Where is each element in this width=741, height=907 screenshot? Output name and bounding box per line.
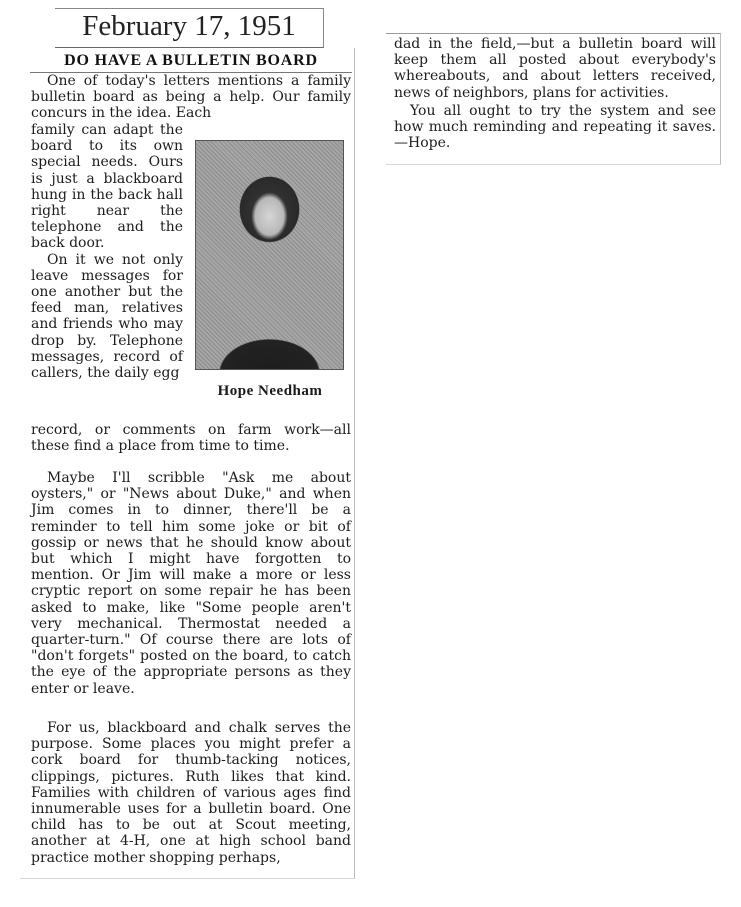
right-column-text (394, 36, 716, 151)
paragraph-3-block (31, 470, 351, 697)
photo-caption: Hope Needham (217, 383, 323, 399)
paragraph-2-tail: record, or comments on farm work—all these find a place from time to time. (31, 422, 351, 455)
wrapped-text-column (31, 122, 183, 381)
paragraph-2-tail-block (31, 422, 351, 454)
author-photo (195, 140, 344, 370)
article-headline: DO HAVE A BULLETIN BOARD (64, 52, 318, 69)
right-paragraph-2: You all ought to try the system and see how much reminding and repeating it saves.—Hope. (394, 102, 716, 152)
paragraph-3: Maybe I'll scribble "Ask me about oysters," or "News about Duke," and when Jim comes in to dinner, there'll be a reminder to tell him some joke or bit of gossip or news that he should know about but which I might have forgotten to mention. Or Jim will make a more or less cryptic report on some repair he has been asked to make, like "Some people aren't very mechanical. Thermostat needed a quarter-turn." Of course there are lots of "don't forgets" posted on the board, to catch the eye of the appropriate persons as they enter or leave. (31, 470, 351, 697)
date-header: February 17, 1951 (55, 8, 324, 48)
paragraph-4-block (31, 720, 351, 866)
paragraph-1-wrap: family can adapt the board to its own special needs. Ours is just a blackboard hung in the back hall right near the telephone and the back door. (31, 122, 183, 252)
lead-paragraph: One of today's letters mentions a family bulletin board as being a help. Our family concurs in the idea. Each (31, 73, 351, 122)
paragraph-4: For us, blackboard and chalk serves the purpose. Some places you might prefer a cork board for thumb-tacking notices, clippings, pictures. Ruth likes that kind. Families with children of various ages find innumerable uses for a bulletin board. One child has to be out at Scout meeting, another at 4-H, one at high school band practice mother shopping perhaps, (31, 720, 351, 866)
paragraph-2-wrap: On it we not only leave messages for one another but the feed man, relatives and friends who may drop by. Telephone messages, record of callers, the daily egg (31, 251, 183, 382)
right-paragraph-1: dad in the field,—but a bulletin board will keep them all posted about everybody's whereabouts, and about letters received, news of neighbors, plans for activities. (394, 36, 716, 101)
